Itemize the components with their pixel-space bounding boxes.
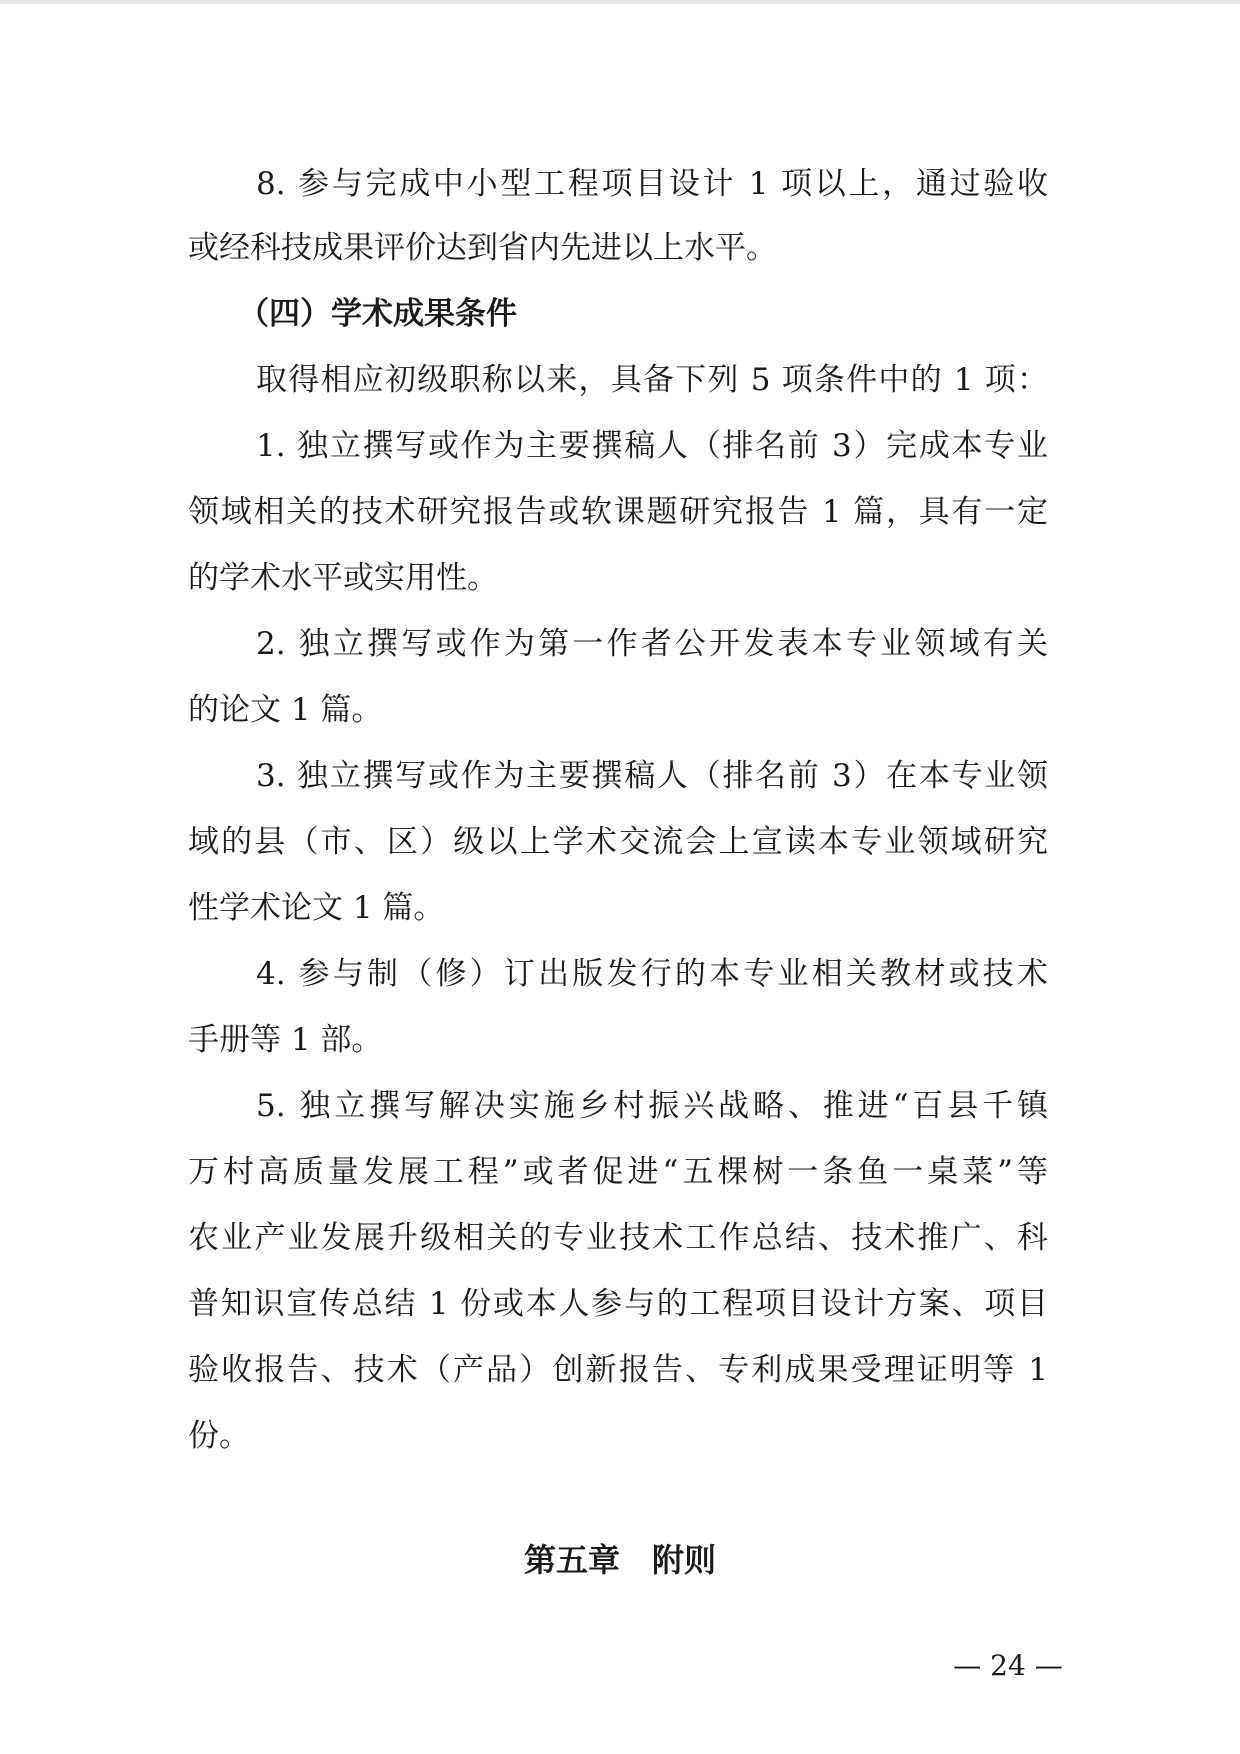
- text-line: [0, 1142, 1240, 1202]
- page-number: — 24 —: [953, 1649, 1063, 1682]
- text-line: [0, 350, 1240, 410]
- chapter-title: 第五章 附则: [523, 1541, 716, 1579]
- section-heading: （四）学术成果条件: [238, 296, 517, 332]
- item-2-line-2: 的论文 1 篇。: [188, 692, 383, 728]
- text-line: [0, 548, 1240, 608]
- item-5-line-6: 份。: [188, 1418, 250, 1454]
- item-5-line-4: 普知识宣传总结 1 份或本人参与的工程项目设计方案、项目: [188, 1286, 1048, 1322]
- item-5-line-2: 万村高质量发展工程”或者促进“五棵树一条鱼一桌菜”等: [188, 1154, 1048, 1190]
- item-8-line-1: 8. 参与完成中小型工程项目设计 1 项以上，通过验收: [256, 166, 1048, 202]
- text-line: [0, 746, 1240, 806]
- text-line: [0, 812, 1240, 872]
- item-3-line-3: 性学术论文 1 篇。: [188, 890, 445, 926]
- section-heading-line: [0, 284, 1240, 344]
- text-line: [0, 878, 1240, 938]
- text-line: [0, 1010, 1240, 1070]
- text-line: [0, 1340, 1240, 1400]
- text-line: [0, 154, 1240, 214]
- text-line: [0, 482, 1240, 542]
- item-1-line-3: 的学术水平或实用性。: [188, 560, 498, 596]
- intro-paragraph: 取得相应初级职称以来，具备下列 5 项条件中的 1 项：: [256, 362, 1048, 398]
- item-2-line-1: 2. 独立撰写或作为第一作者公开发表本专业领域有关: [256, 626, 1048, 662]
- item-5-line-3: 农业产业发展升级相关的专业技术工作总结、技术推广、科: [188, 1220, 1048, 1256]
- text-line: [0, 1208, 1240, 1268]
- item-1-line-2: 领域相关的技术研究报告或软课题研究报告 1 篇，具有一定: [188, 494, 1048, 530]
- item-3-line-1: 3. 独立撰写或作为主要撰稿人（排名前 3）在本专业领: [256, 758, 1048, 794]
- text-line: [0, 614, 1240, 674]
- item-5-line-1: 5. 独立撰写解决实施乡村振兴战略、推进“百县千镇: [256, 1088, 1048, 1124]
- item-5-line-5: 验收报告、技术（产品）创新报告、专利成果受理证明等 1: [188, 1352, 1048, 1388]
- item-3-line-2: 域的县（市、区）级以上学术交流会上宣读本专业领域研究: [188, 824, 1048, 860]
- text-line: [0, 1076, 1240, 1136]
- item-4-line-1: 4. 参与制（修）订出版发行的本专业相关教材或技术: [256, 956, 1048, 992]
- text-line: [0, 1406, 1240, 1466]
- item-1-line-1: 1. 独立撰写或作为主要撰稿人（排名前 3）完成本专业: [256, 428, 1048, 464]
- text-line: [0, 1274, 1240, 1334]
- page-top-edge: [0, 0, 1240, 4]
- text-line: [0, 416, 1240, 476]
- text-line: [0, 680, 1240, 740]
- item-8-line-2: 或经科技成果评价达到省内先进以上水平。: [188, 230, 777, 266]
- item-4-line-2: 手册等 1 部。: [188, 1022, 383, 1058]
- text-line: [0, 944, 1240, 1004]
- text-line: [0, 218, 1240, 278]
